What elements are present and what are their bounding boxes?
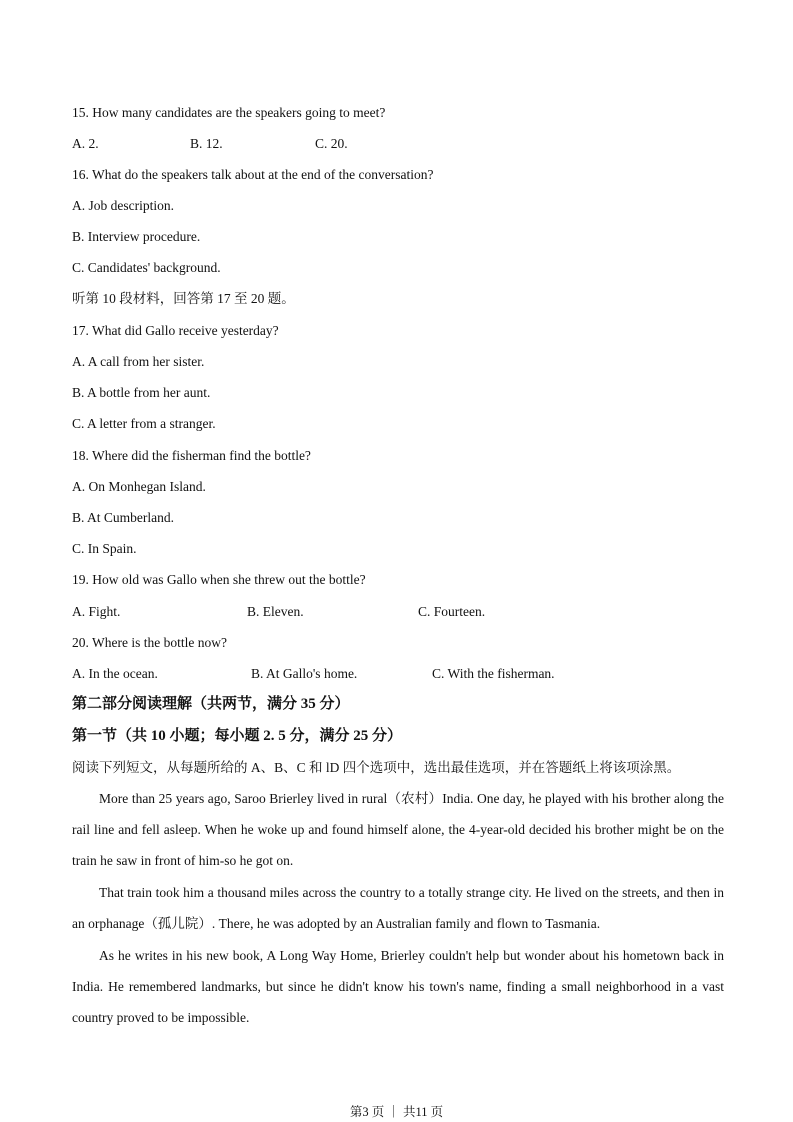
- question-20-stem: 20. Where is the bottle now?: [72, 635, 227, 650]
- q19-option-b: B. Eleven.: [247, 604, 304, 619]
- reading-instruction: 阅读下列短文，从每题所给的 A、B、C 和 lD 四个选项中，选出最佳选项，并在答题纸上将该项涂黑。: [72, 760, 681, 775]
- passage-paragraph-3-text: As he writes in his new book, A Long Way Home, Brierley couldn't help but wonder about his hometown back in India. He remembered landmarks, but since he didn't know his town's name, finding a small neighborhood in a vast country proved to be impossible.: [72, 948, 724, 1026]
- q18-option-b: B. At Cumberland.: [72, 510, 174, 525]
- passage-paragraph-1-text: More than 25 years ago, Saroo Brierley lived in rural（农村）India. One day, he played with his brother along the rail line and fell asleep. When he woke up and found himself alone, the 4-year-old decided his brother might be on the train he saw in front of him-so he got on.: [72, 791, 724, 869]
- question-18-stem: 18. Where did the fisherman find the bottle?: [72, 448, 311, 463]
- section-10-instruction: 听第 10 段材料，回答第 17 至 20 题。: [72, 291, 295, 306]
- passage-paragraph-2: [72, 877, 724, 939]
- q16-option-a: A. Job description.: [72, 198, 174, 213]
- question-16-stem: 16. What do the speakers talk about at the end of the conversation?: [72, 167, 434, 182]
- passage-paragraph-3: [72, 940, 724, 1034]
- q17-option-a: A. A call from her sister.: [72, 354, 205, 369]
- q16-option-c: C. Candidates' background.: [72, 260, 221, 275]
- q18-option-c: C. In Spain.: [72, 541, 137, 556]
- part-2-title: 第二部分阅读理解（共两节，满分 35 分）: [72, 696, 350, 712]
- passage-paragraph-2-text: That train took him a thousand miles across the country to a totally strange city. He lived on the streets, and then in an orphanage（孤儿院）. There, he was adopted by an Australian family and flown to Tasmania.: [72, 885, 724, 932]
- section-1-title: 第一节（共 10 小题；每小题 2. 5 分，满分 25 分）: [72, 728, 403, 744]
- q20-option-c: C. With the fisherman.: [432, 666, 555, 681]
- q18-option-a: A. On Monhegan Island.: [72, 479, 206, 494]
- q19-option-c: C. Fourteen.: [418, 604, 486, 619]
- question-17-stem: 17. What did Gallo receive yesterday?: [72, 323, 279, 338]
- passage-paragraph-1: [72, 783, 724, 877]
- q16-option-b: B. Interview procedure.: [72, 229, 201, 244]
- q20-option-a: A. In the ocean.: [72, 666, 158, 681]
- question-15-stem: 15. How many candidates are the speakers going to meet?: [72, 105, 386, 120]
- q19-option-a: A. Fight.: [72, 604, 121, 619]
- q15-option-b: B. 12.: [190, 136, 223, 151]
- q17-option-b: B. A bottle from her aunt.: [72, 385, 211, 400]
- question-19-stem: 19. How old was Gallo when she threw out the bottle?: [72, 572, 366, 587]
- page-footer: 第3 页 ｜ 共11 页: [349, 1105, 444, 1119]
- q15-option-a: A. 2.: [72, 136, 99, 151]
- q15-option-c: C. 20.: [315, 136, 348, 151]
- q17-option-c: C. A letter from a stranger.: [72, 416, 216, 431]
- q20-option-b: B. At Gallo's home.: [251, 666, 358, 681]
